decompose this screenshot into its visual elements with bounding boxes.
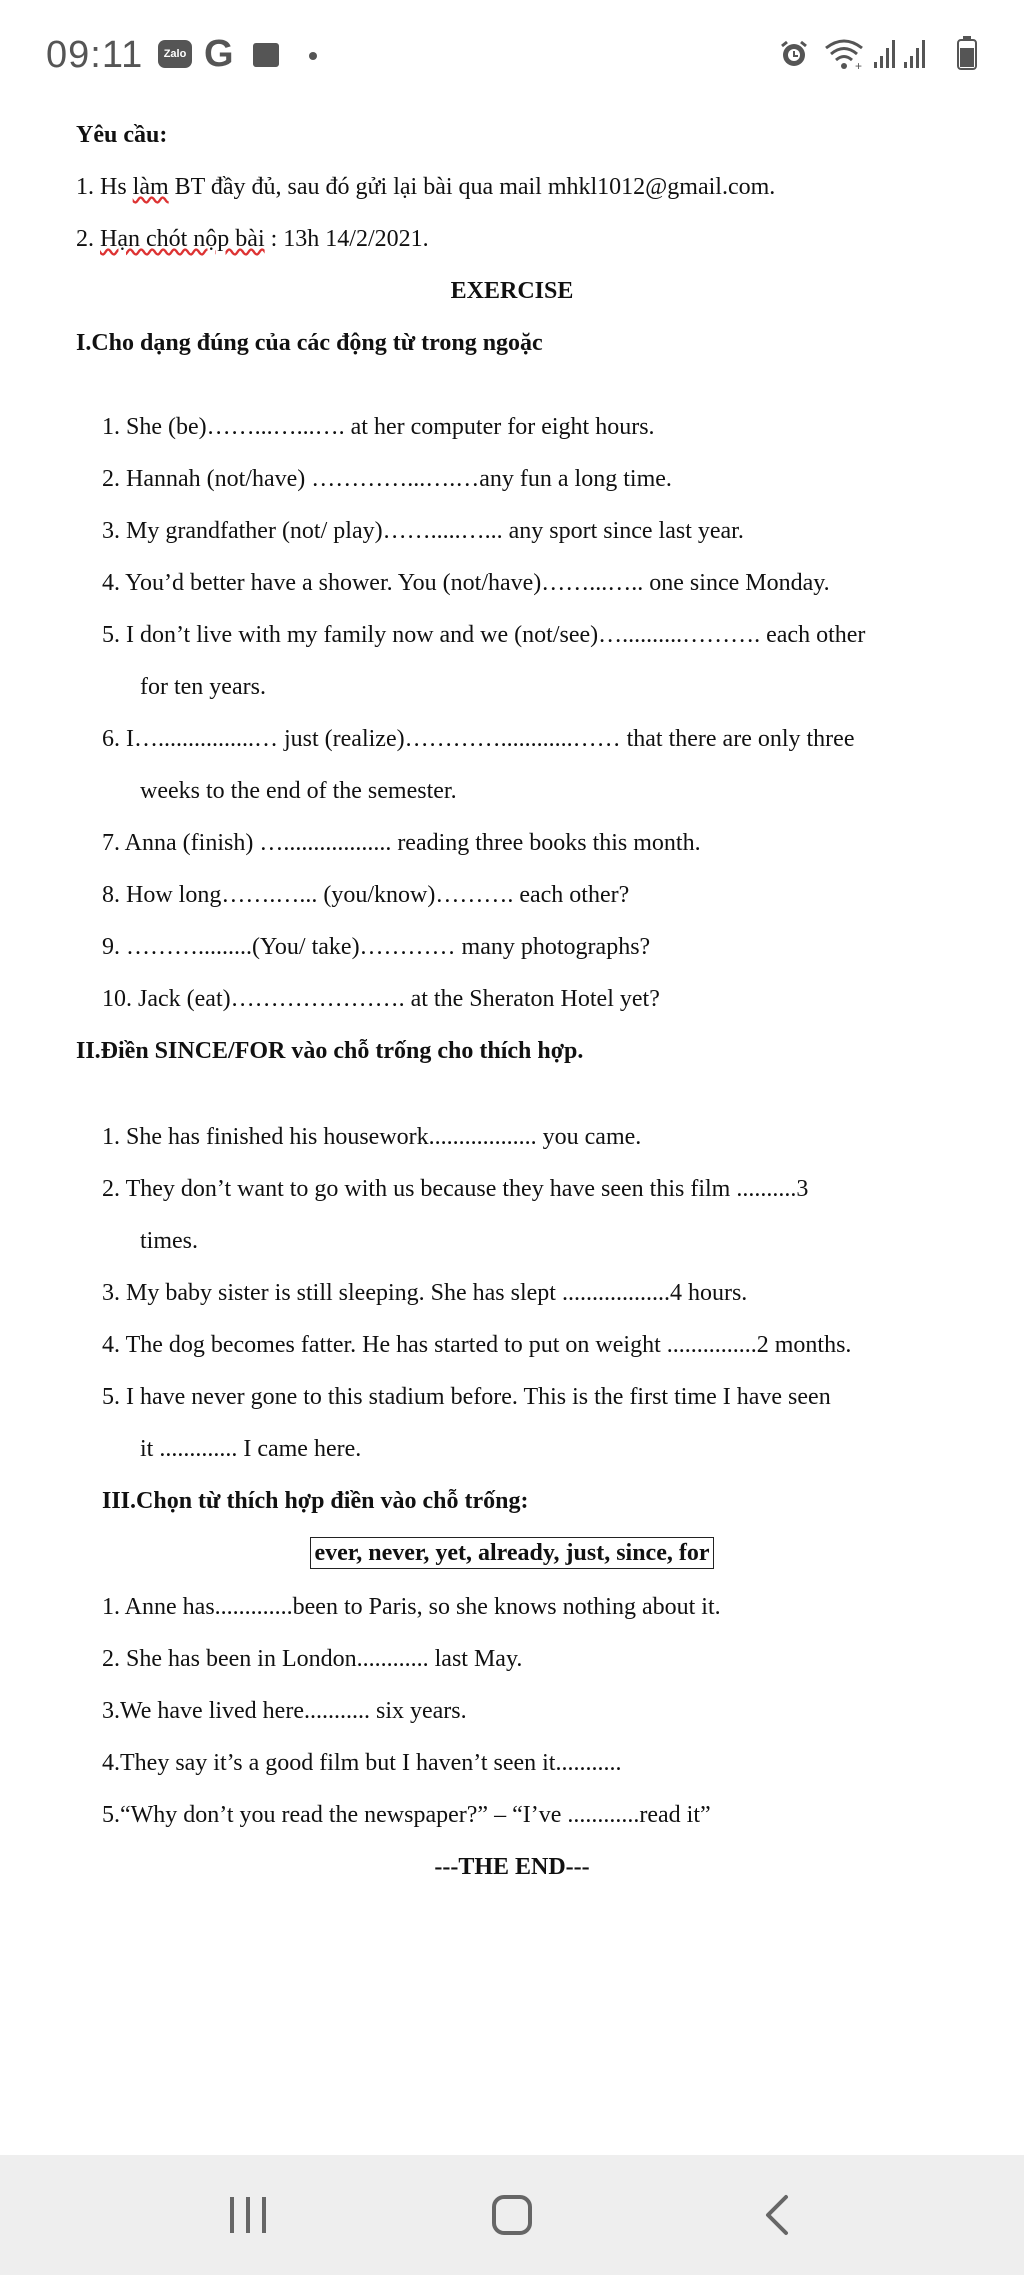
list-item: 1. She (be)……...…...…. at her computer for eight hours. [102, 414, 655, 440]
requirement-2 [76, 224, 429, 254]
google-icon: G [204, 33, 234, 75]
exercise-title: EXERCISE [450, 278, 574, 304]
signal-icon [874, 38, 900, 73]
list-item: 4.They say it’s a good film but I haven’t seen it........... [102, 1750, 622, 1776]
requirement-1-rest: BT đầy đủ, sau đó gửi lại bài qua mail mhkl1012@gmail.com. [168, 174, 776, 200]
list-item: 5. I don’t live with my family now and we (not/see)…..........………. each other [102, 622, 866, 648]
requirements-title: Yêu cầu: [76, 122, 168, 148]
section-1-title: I.Cho dạng đúng của các động từ trong ngoặc [76, 330, 543, 356]
navigation-bar [0, 2155, 1024, 2275]
list-item: 3. My grandfather (not/ play)…….....…... any sport since last year. [102, 518, 744, 544]
list-item: 1. She has finished his housework.................. you came. [102, 1124, 642, 1150]
recent-apps-button[interactable] [208, 2185, 288, 2245]
list-item: 3. My baby sister is still sleeping. She has slept ..................4 hours. [102, 1280, 748, 1306]
back-icon [758, 2193, 798, 2237]
home-button[interactable] [472, 2185, 552, 2245]
list-item-continuation: times. [140, 1228, 198, 1254]
list-item: 9. ……….........(You/ take)………… many photographs? [102, 934, 651, 960]
list-item: 6. I…................… just (realize)…………............…… that there are only three [102, 726, 855, 752]
list-item-continuation: weeks to the end of the semester. [140, 778, 457, 804]
requirement-2-prefix: 2. [76, 226, 100, 252]
list-item: 2. They don’t want to go with us because they have seen this film ..........3 [102, 1176, 809, 1202]
list-item-continuation: it ............. I came here. [140, 1436, 362, 1462]
spellcheck-word: làm [132, 174, 169, 200]
section-2-title: II.Điền SINCE/FOR vào chỗ trống cho thích hợp. [76, 1038, 584, 1064]
list-item: 5.“Why don’t you read the newspaper?” – “I’ve ............read it” [102, 1802, 711, 1828]
alarm-icon [778, 38, 810, 75]
section-3-title: III.Chọn từ thích hợp điền vào chỗ trống: [102, 1488, 529, 1514]
requirement-1 [76, 172, 775, 202]
spellcheck-phrase: Hạn chót nộp bài [100, 226, 265, 252]
word-box-row [0, 1538, 1024, 1568]
dot-icon [309, 52, 317, 60]
list-item: 4. The dog becomes fatter. He has started to put on weight ...............2 months. [102, 1332, 852, 1358]
battery-icon [957, 36, 977, 75]
list-item: 4. You’d better have a shower. You (not/have)……...….. one since Monday. [102, 570, 830, 596]
clock: 09:11 [46, 34, 144, 76]
list-item: 1. Anne has.............been to Paris, so she knows nothing about it. [102, 1594, 721, 1620]
svg-text:+: + [855, 59, 863, 72]
list-item: 5. I have never gone to this stadium before. This is the first time I have seen [102, 1384, 831, 1410]
list-item: 2. She has been in London............ last May. [102, 1646, 523, 1672]
list-item: 3.We have lived here........... six years. [102, 1698, 467, 1724]
back-button[interactable] [738, 2185, 818, 2245]
requirement-2-rest: : 13h 14/2/2021. [264, 226, 429, 252]
home-icon [490, 2193, 534, 2237]
notification-square-icon [253, 43, 279, 67]
list-item: 7. Anna (finish) ….................. reading three books this month. [102, 830, 701, 856]
wifi-icon [822, 36, 866, 77]
list-item: 2. Hannah (not/have) …………...….…any fun a long time. [102, 466, 672, 492]
requirement-1-prefix: 1. Hs [76, 174, 133, 200]
zalo-icon: Zalo [158, 40, 192, 68]
list-item-continuation: for ten years. [140, 674, 266, 700]
signal-icon [904, 38, 930, 73]
status-bar [0, 0, 1024, 112]
end-text: ---THE END--- [434, 1854, 590, 1880]
list-item: 10. Jack (eat)…………………. at the Sheraton Hotel yet? [102, 986, 660, 1012]
word-box: ever, never, yet, already, just, since, for [310, 1537, 713, 1569]
list-item: 8. How long…….…... (you/know)………. each other? [102, 882, 630, 908]
recent-apps-icon [226, 2195, 270, 2235]
